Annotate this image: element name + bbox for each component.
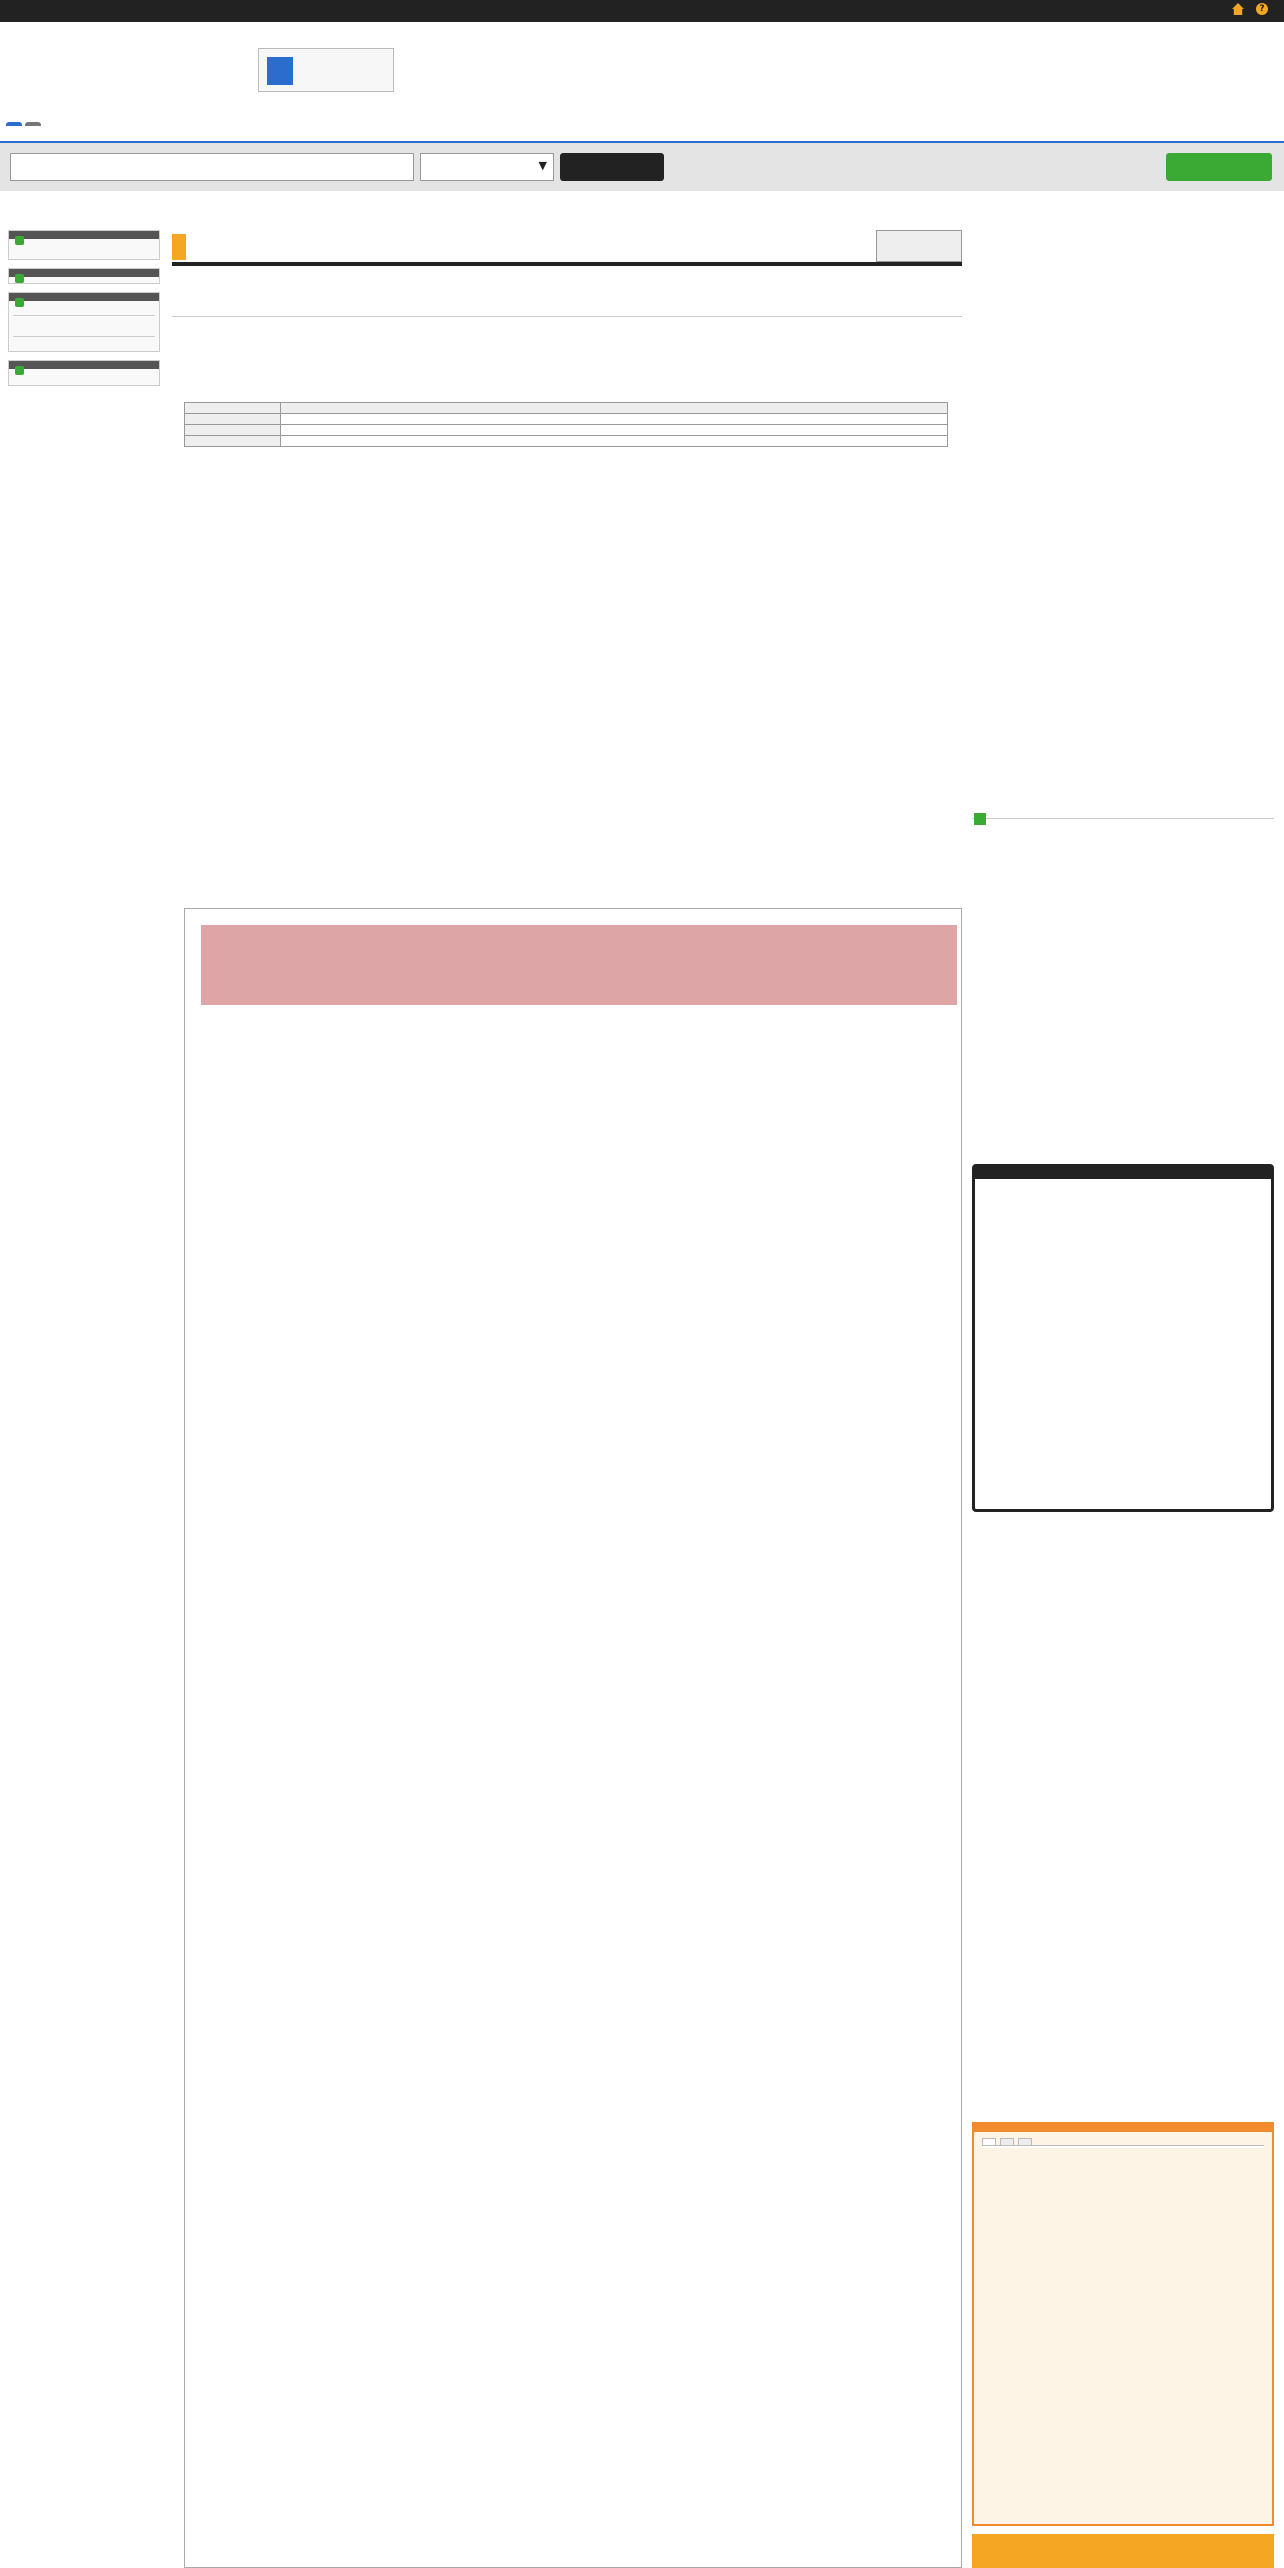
service-box (8, 360, 160, 386)
search-button[interactable] (560, 153, 664, 181)
chevron-down-icon: ▼ (538, 159, 547, 172)
navbox-title (201, 925, 957, 1005)
english-translation-box (972, 2534, 1274, 2568)
tab-rank-1-10[interactable] (982, 2138, 996, 2145)
search-input[interactable] (10, 153, 414, 181)
related-title (972, 810, 1274, 819)
translate-icon (267, 57, 293, 85)
neighbor-keywords (972, 1164, 1274, 1512)
row-text (281, 436, 948, 447)
tab-rank-21-30[interactable] (1018, 2138, 1032, 2145)
table-row (185, 436, 948, 447)
top-right-links (1232, 3, 1274, 15)
service-title (9, 361, 159, 369)
index-title (9, 293, 159, 301)
shortcut-title (9, 231, 159, 239)
tab-fulltext-search[interactable] (25, 122, 41, 126)
ranking-title (974, 2124, 1272, 2132)
navbox (184, 908, 962, 2568)
index-box (8, 292, 160, 352)
row-text (281, 414, 948, 425)
row-lang (185, 414, 281, 425)
wikipedia-bar (172, 230, 962, 266)
row-text (281, 425, 948, 436)
header (0, 22, 1284, 120)
table-row (185, 414, 948, 425)
search-bar (0, 141, 1284, 191)
source-line (172, 310, 962, 317)
navbox-header (185, 917, 961, 997)
wikipedia-mark-icon (172, 234, 186, 260)
related-terms (972, 810, 1274, 823)
translate-banner[interactable] (258, 48, 394, 92)
tab-term-explanation[interactable] (6, 122, 22, 126)
random-button[interactable] (1166, 153, 1272, 181)
ranking-tabs (974, 2132, 1272, 2145)
help-icon: ? (1256, 3, 1268, 15)
col-text (281, 403, 948, 414)
row-lang (185, 425, 281, 436)
category-box (8, 268, 160, 284)
table-row (185, 425, 948, 436)
wikipedia-logo[interactable] (876, 230, 962, 262)
top-bar (0, 0, 1284, 22)
row-lang (185, 436, 281, 447)
search-ranking (972, 2122, 1274, 2526)
keywords-title (975, 1167, 1271, 1179)
left-sidebar (8, 230, 160, 394)
category-title (9, 269, 159, 277)
shortcut-box (8, 230, 160, 260)
home-icon (1232, 3, 1244, 15)
quote-table (184, 402, 948, 447)
col-language (185, 403, 281, 414)
tab-rank-11-20[interactable] (1000, 2138, 1014, 2145)
search-mode-tabs (6, 122, 41, 126)
match-mode-select[interactable] (420, 153, 554, 181)
shortcut-item (9, 239, 159, 259)
